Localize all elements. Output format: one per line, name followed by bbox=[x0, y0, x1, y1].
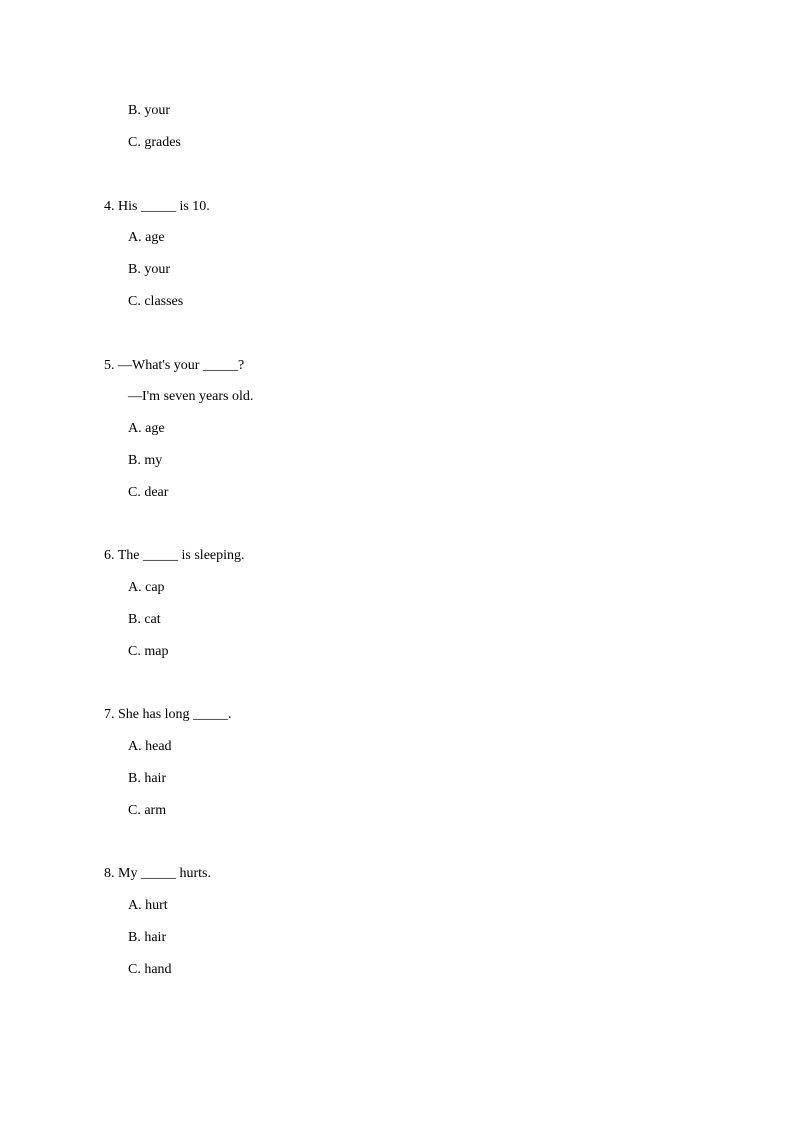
option-8b: B. hair bbox=[128, 930, 167, 945]
option-4a: A. age bbox=[128, 230, 165, 245]
option-3b: B. your bbox=[128, 103, 170, 118]
option-6b: B. cat bbox=[128, 612, 161, 627]
option-4b: B. your bbox=[128, 262, 170, 277]
option-5c: C. dear bbox=[128, 485, 169, 500]
option-3c: C. grades bbox=[128, 135, 181, 150]
option-7c: C. arm bbox=[128, 803, 167, 818]
option-7b: B. hair bbox=[128, 771, 167, 786]
option-4c: C. classes bbox=[128, 294, 184, 309]
question-7: 7. She has long _____. bbox=[104, 707, 232, 722]
option-6c: C. map bbox=[128, 644, 169, 659]
option-8a: A. hurt bbox=[128, 898, 168, 913]
option-6a: A. cap bbox=[128, 580, 165, 595]
question-8: 8. My _____ hurts. bbox=[104, 866, 211, 881]
option-5b: B. my bbox=[128, 453, 163, 468]
question-4: 4. His _____ is 10. bbox=[104, 199, 210, 214]
question-5: 5. —What's your _____? bbox=[104, 358, 245, 373]
option-7a: A. head bbox=[128, 739, 172, 754]
question-6: 6. The _____ is sleeping. bbox=[104, 548, 245, 563]
option-8c: C. hand bbox=[128, 962, 172, 977]
question-5-response: —I'm seven years old. bbox=[128, 389, 254, 404]
option-5a: A. age bbox=[128, 421, 165, 436]
